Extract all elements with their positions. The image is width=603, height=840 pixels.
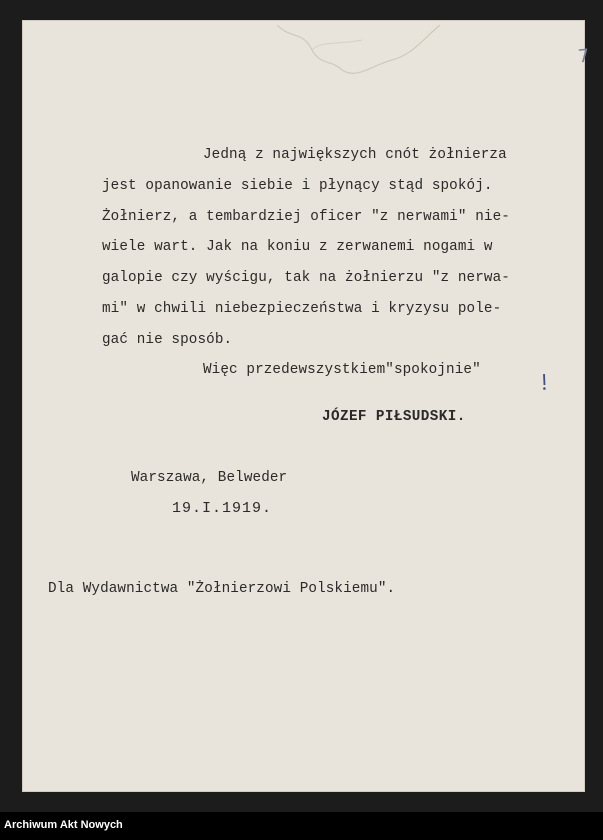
archive-name: Archiwum Akt Nowych xyxy=(4,819,123,831)
dedication-line: Dla Wydawnictwa "Żołnierzowi Polskiemu". xyxy=(48,581,396,597)
page-number: 7 xyxy=(576,45,591,68)
body-line-1: Jedną z największych cnót żołnierza xyxy=(203,147,507,163)
body-line-6: mi" w chwili niebezpieczeństwa i kryzysu pole- xyxy=(102,301,502,317)
handwritten-exclamation-mark xyxy=(542,374,546,390)
body-line-2: jest opanowanie siebie i płynący stąd spokój. xyxy=(102,178,493,194)
body-line-7: gać nie sposób. xyxy=(102,332,233,348)
place-line: Warszawa, Belweder xyxy=(131,470,288,486)
paper-stain xyxy=(272,20,442,90)
body-line-8: Więc przedewszystkiem"spokojnie" xyxy=(203,362,481,378)
body-line-4: wiele wart. Jak na koniu z zerwanemi nogami w xyxy=(102,239,493,255)
body-line-5: galopie czy wyścigu, tak na żołnierzu "z nerwa- xyxy=(102,270,510,286)
document-page xyxy=(22,20,591,792)
date-line: 19.I.1919. xyxy=(172,500,273,517)
body-line-3: Żołnierz, a tembardziej oficer "z nerwami" nie- xyxy=(102,209,510,225)
archive-footer xyxy=(0,812,603,840)
signature: JÓZEF PIŁSUDSKI. xyxy=(322,409,466,425)
